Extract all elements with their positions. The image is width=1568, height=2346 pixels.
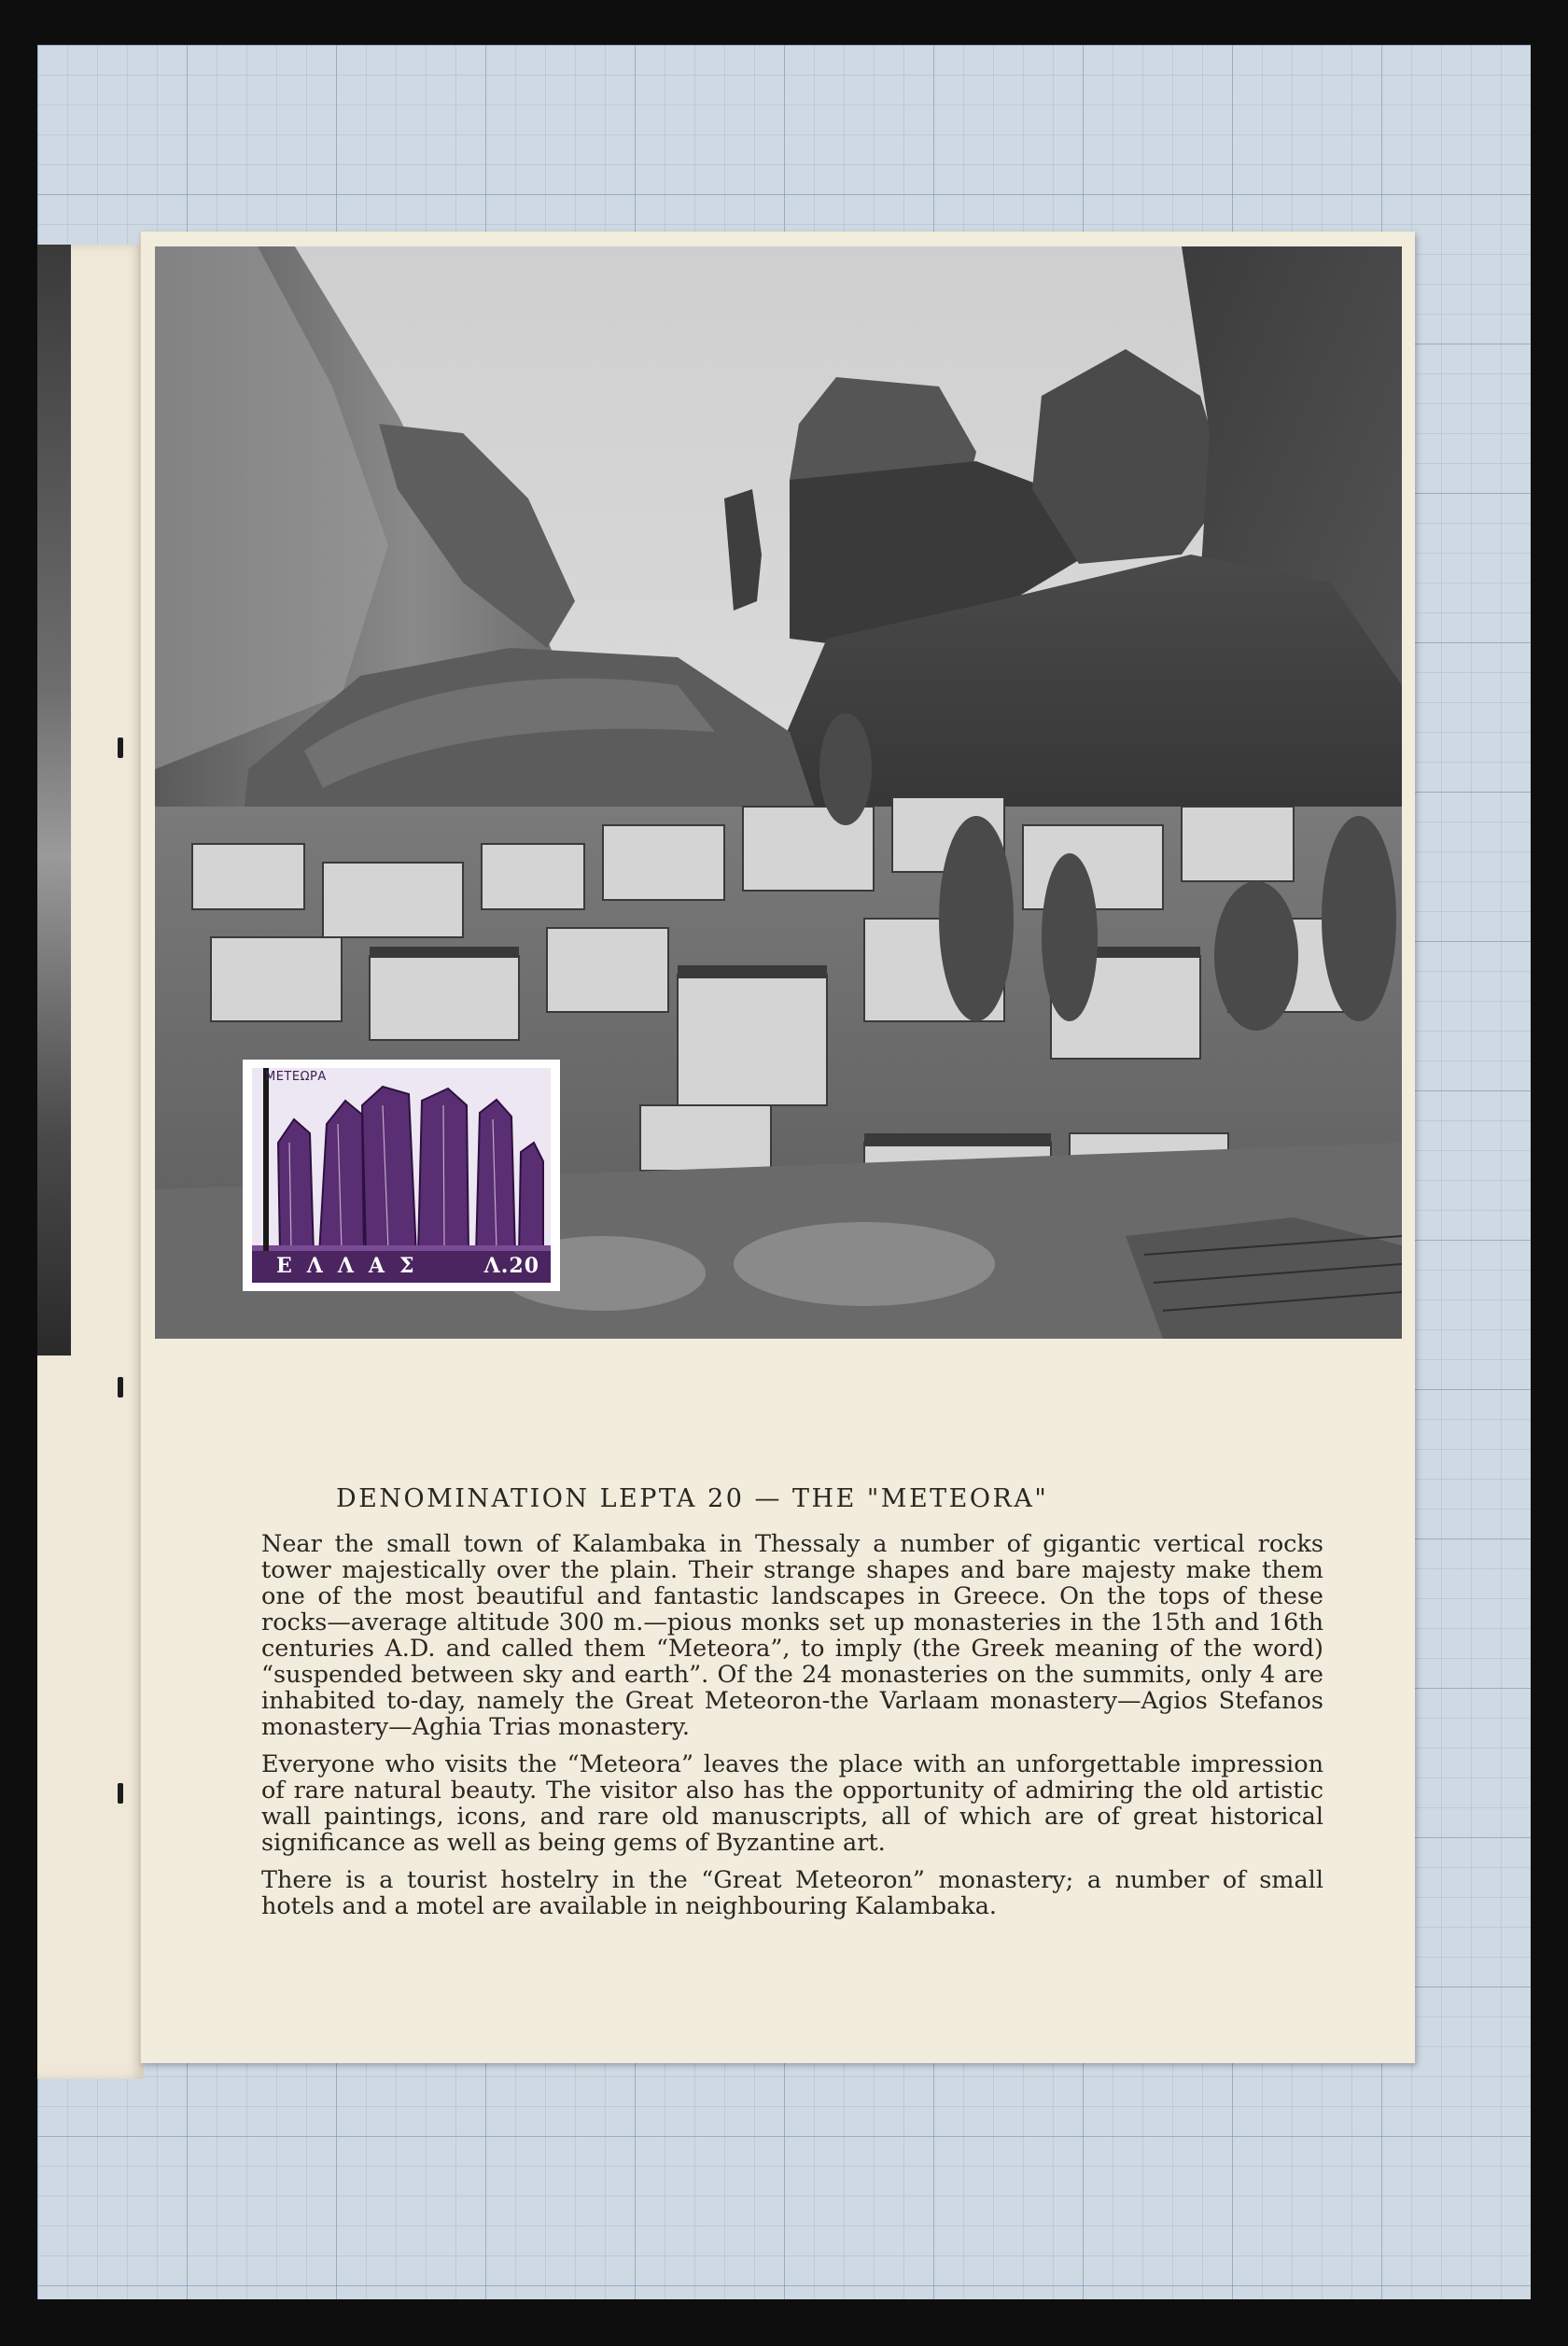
stamp-bottom-band <box>252 1251 551 1283</box>
staple-bottom <box>118 1783 123 1804</box>
stamp-value: Λ.20 <box>483 1254 539 1278</box>
description-text <box>261 1531 1323 1931</box>
paragraph-1: Near the small town of Kalambaka in Thessaly a number of gigantic vertical rocks tower majestically over the plain. Their strange shapes and bare majesty make them one of the most beautiful and fantastic landscapes in Greece. On the tops of these rocks—average altitude 300 m.—pious monks set up monasteries in the 15th and 16th centuries A.D. and called them “Meteora”, to imply (the Greek meaning of the word) “suspended between sky and earth”. Of the 24 monasteries on the summits, only 4 are inhabited to-day, namely the Great Meteoron-the Varlaam monastery—Agios Stefanos monastery—Aghia Trias monastery. <box>261 1530 1323 1741</box>
section-heading: DENOMINATION LEPTA 20 — THE "METEORA" <box>336 1484 1049 1513</box>
staple-middle <box>118 1377 123 1398</box>
left-page-photo-edge <box>37 245 71 1356</box>
stamp-country: ΕΛΛΑΣ <box>276 1254 429 1278</box>
paragraph-3: There is a tourist hostelry in the “Great Meteoron” monastery; a number of small hotels and a motel are available in neighbouring Kalambaka. <box>261 1866 1323 1920</box>
stamp-image <box>252 1068 551 1283</box>
postage-stamp <box>243 1060 560 1291</box>
paragraph-2: Everyone who visits the “Meteora” leaves the place with an unforgettable impression of rare natural beauty. The visitor also has the opportunity of admiring the old artistic wall paintings, icons, and rare old manuscripts, all of which are of great historical significance as well as being gems of Byzantine art. <box>261 1750 1323 1857</box>
stamp-caption: ΜΕΤΕΩΡΑ <box>265 1070 327 1084</box>
staple-top <box>118 738 123 758</box>
